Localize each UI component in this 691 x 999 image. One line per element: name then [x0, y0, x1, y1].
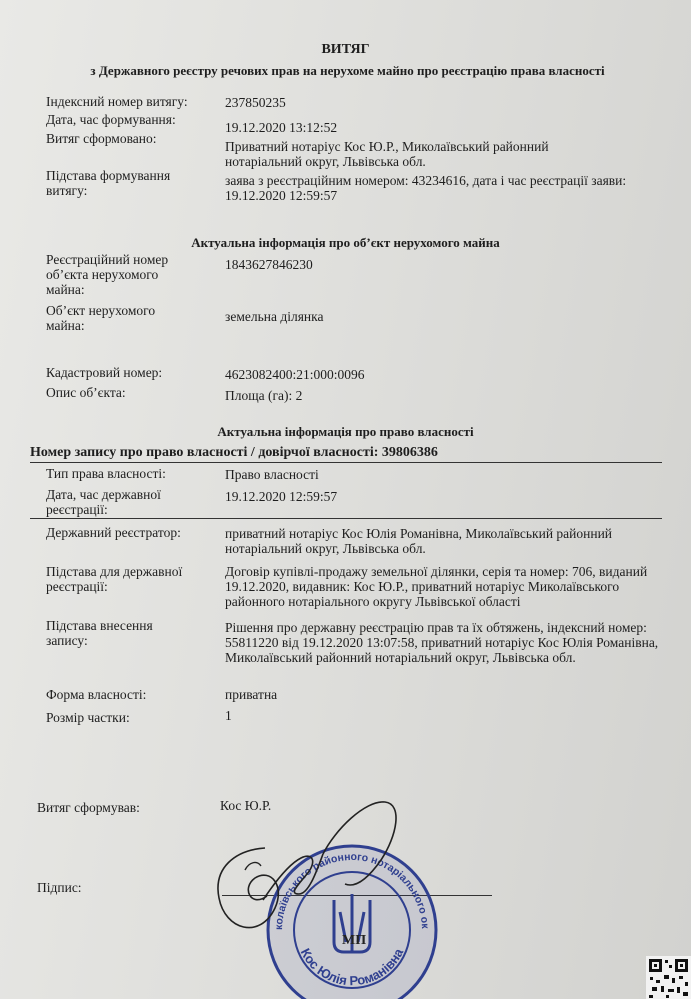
cadastral-value: 4623082400:21:000:0096	[225, 367, 365, 382]
document-title: ВИТЯГ	[321, 42, 370, 57]
object-label: Об’єкт нерухомого майна:	[46, 303, 156, 333]
formed-value: Приватний нотаріус Кос Ю.Р., Миколаївський районний нотаріальний округ, Львівська обл.	[225, 139, 549, 169]
basis-value: заява з реєстраційним номером: 43234616, дата і час реєстрації заяви: 19.12.2020 12:59:57	[225, 173, 627, 203]
reg-date-value: 19.12.2020 12:59:57	[225, 489, 338, 504]
sign-label: Підпис:	[37, 880, 82, 895]
reg-basis-value: Договір купівлі-продажу земельної ділянки, серія та номер: 706, виданий 19.12.2020, видавник: Кос Ю.Р., приватний нотаріус Миколаївського районного нотаріального округу Львівської області	[225, 564, 648, 609]
entry-basis-label: Підстава внесення запису:	[46, 618, 153, 648]
index-label: Індексний номер витягу:	[46, 94, 188, 109]
reg-date-label: Дата, час державної реєстрації:	[46, 487, 161, 517]
form-value: приватна	[225, 687, 278, 702]
datetime-value: 19.12.2020 13:12:52	[225, 120, 338, 135]
reg-number-value: 1843627846230	[225, 257, 313, 272]
record-number-heading: Номер запису про право власності / довірчої власності: 39806386	[30, 445, 438, 460]
seal-outer-text: колаївського районного нотаріального ок	[272, 850, 432, 931]
cadastral-label: Кадастровий номер:	[46, 365, 163, 380]
right-type-value: Право власності	[225, 467, 319, 482]
description-value: Площа (га): 2	[225, 388, 303, 403]
entry-basis-value: Рішення про державну реєстрацію прав та їх обтяжень, індексний номер: 55811220 від 19.12.2020 13:07:58, приватний нотаріус Кос Юлія Романівна, Миколаївський районний нотаріальний округ, Львівська обл.	[225, 620, 659, 665]
qr-code	[646, 956, 691, 999]
document-subtitle: з Державного реєстру речових прав на нерухоме майно про реєстрацію права власності	[90, 63, 605, 78]
object-section-title: Актуальна інформація про об’єкт нерухомого майна	[191, 235, 500, 250]
form-label: Форма власності:	[46, 687, 147, 702]
basis-label: Підстава формування витягу:	[46, 168, 171, 198]
reg-number-label: Реєстраційний номер об’єкта нерухомого майна:	[46, 252, 169, 297]
record-divider	[30, 462, 662, 463]
divider	[30, 518, 662, 519]
formed-by-value: Кос Ю.Р.	[220, 798, 272, 813]
description-label: Опис об’єкта:	[46, 385, 126, 400]
index-value: 237850235	[225, 95, 286, 110]
object-value: земельна ділянка	[225, 309, 324, 324]
share-value: 1	[225, 708, 232, 723]
seal-inner-text: Кос Юлія Романівна	[297, 945, 407, 989]
reg-basis-label: Підстава для державної реєстрації:	[46, 564, 183, 594]
formed-by-label: Витяг сформував:	[37, 800, 140, 815]
right-type-label: Тип права власності:	[46, 466, 166, 481]
formed-label: Витяг сформовано:	[46, 131, 157, 146]
seal-center-text: МП	[342, 933, 367, 948]
registrar-value: приватний нотаріус Кос Юлія Романівна, Миколаївський районний нотаріальний округ, Львівська обл.	[225, 526, 613, 556]
datetime-label: Дата, час формування:	[46, 112, 176, 127]
handwritten-signature	[205, 790, 425, 970]
ownership-section-title: Актуальна інформація про право власності	[217, 424, 474, 439]
share-label: Розмір частки:	[46, 710, 130, 725]
registrar-label: Державний реєстратор:	[46, 525, 181, 540]
